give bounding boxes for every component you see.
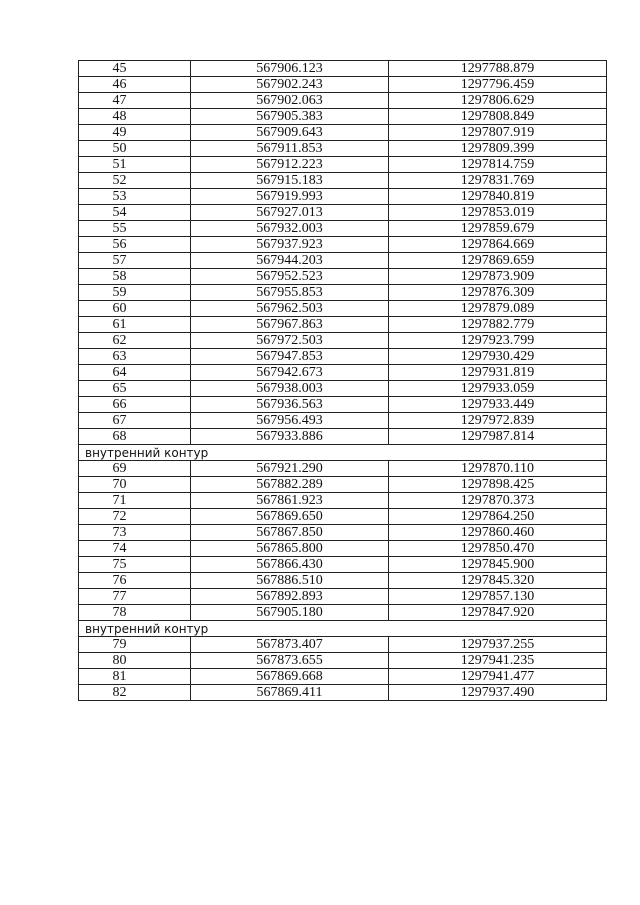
y-coordinate-cell: 1297933.449 [389, 397, 607, 413]
table-row [79, 141, 607, 157]
table-row [79, 525, 607, 541]
x-coordinate-cell: 567927.013 [191, 205, 389, 221]
table-row [79, 637, 607, 653]
point-number-cell: 54 [79, 205, 191, 221]
section-label: внутренний контур [79, 621, 607, 637]
y-coordinate-cell: 1297933.059 [389, 381, 607, 397]
table-row [79, 493, 607, 509]
table-row [79, 173, 607, 189]
x-coordinate-cell: 567882.289 [191, 477, 389, 493]
y-coordinate-cell: 1297870.110 [389, 461, 607, 477]
y-coordinate-cell: 1297796.459 [389, 77, 607, 93]
point-number-cell: 62 [79, 333, 191, 349]
table-row [79, 685, 607, 701]
table-row [79, 541, 607, 557]
point-number-cell: 74 [79, 541, 191, 557]
point-number-cell: 46 [79, 77, 191, 93]
table-row [79, 237, 607, 253]
point-number-cell: 50 [79, 141, 191, 157]
table-row [79, 381, 607, 397]
y-coordinate-cell: 1297847.920 [389, 605, 607, 621]
point-number-cell: 79 [79, 637, 191, 653]
point-number-cell: 56 [79, 237, 191, 253]
x-coordinate-cell: 567869.668 [191, 669, 389, 685]
table-row [79, 285, 607, 301]
table-row [79, 317, 607, 333]
coordinates-table-body [79, 61, 607, 701]
x-coordinate-cell: 567905.383 [191, 109, 389, 125]
x-coordinate-cell: 567886.510 [191, 573, 389, 589]
y-coordinate-cell: 1297937.255 [389, 637, 607, 653]
y-coordinate-cell: 1297831.769 [389, 173, 607, 189]
section-label: внутренний контур [79, 445, 607, 461]
point-number-cell: 49 [79, 125, 191, 141]
table-row [79, 461, 607, 477]
x-coordinate-cell: 567947.853 [191, 349, 389, 365]
x-coordinate-cell: 567869.650 [191, 509, 389, 525]
y-coordinate-cell: 1297864.250 [389, 509, 607, 525]
point-number-cell: 65 [79, 381, 191, 397]
point-number-cell: 68 [79, 429, 191, 445]
y-coordinate-cell: 1297882.779 [389, 317, 607, 333]
point-number-cell: 45 [79, 61, 191, 77]
table-row [79, 61, 607, 77]
table-row [79, 509, 607, 525]
table-row [79, 413, 607, 429]
table-row [79, 301, 607, 317]
point-number-cell: 70 [79, 477, 191, 493]
point-number-cell: 48 [79, 109, 191, 125]
table-row [79, 653, 607, 669]
y-coordinate-cell: 1297859.679 [389, 221, 607, 237]
y-coordinate-cell: 1297870.373 [389, 493, 607, 509]
point-number-cell: 51 [79, 157, 191, 173]
table-row [79, 253, 607, 269]
x-coordinate-cell: 567921.290 [191, 461, 389, 477]
x-coordinate-cell: 567902.063 [191, 93, 389, 109]
table-row [79, 573, 607, 589]
section-header-row [79, 621, 607, 637]
table-row [79, 125, 607, 141]
y-coordinate-cell: 1297807.919 [389, 125, 607, 141]
point-number-cell: 72 [79, 509, 191, 525]
table-row [79, 429, 607, 445]
x-coordinate-cell: 567909.643 [191, 125, 389, 141]
y-coordinate-cell: 1297808.849 [389, 109, 607, 125]
table-row [79, 365, 607, 381]
point-number-cell: 82 [79, 685, 191, 701]
y-coordinate-cell: 1297898.425 [389, 477, 607, 493]
x-coordinate-cell: 567911.853 [191, 141, 389, 157]
x-coordinate-cell: 567938.003 [191, 381, 389, 397]
point-number-cell: 61 [79, 317, 191, 333]
table-row [79, 669, 607, 685]
y-coordinate-cell: 1297850.470 [389, 541, 607, 557]
point-number-cell: 52 [79, 173, 191, 189]
point-number-cell: 59 [79, 285, 191, 301]
table-row [79, 349, 607, 365]
y-coordinate-cell: 1297987.814 [389, 429, 607, 445]
point-number-cell: 55 [79, 221, 191, 237]
point-number-cell: 66 [79, 397, 191, 413]
x-coordinate-cell: 567937.923 [191, 237, 389, 253]
y-coordinate-cell: 1297930.429 [389, 349, 607, 365]
x-coordinate-cell: 567866.430 [191, 557, 389, 573]
point-number-cell: 64 [79, 365, 191, 381]
y-coordinate-cell: 1297864.669 [389, 237, 607, 253]
table-row [79, 477, 607, 493]
x-coordinate-cell: 567905.180 [191, 605, 389, 621]
table-row [79, 557, 607, 573]
table-row [79, 77, 607, 93]
y-coordinate-cell: 1297845.900 [389, 557, 607, 573]
coordinates-sheet [78, 60, 606, 701]
y-coordinate-cell: 1297931.819 [389, 365, 607, 381]
point-number-cell: 67 [79, 413, 191, 429]
table-row [79, 205, 607, 221]
point-number-cell: 76 [79, 573, 191, 589]
y-coordinate-cell: 1297840.819 [389, 189, 607, 205]
table-row [79, 109, 607, 125]
y-coordinate-cell: 1297788.879 [389, 61, 607, 77]
point-number-cell: 69 [79, 461, 191, 477]
point-number-cell: 75 [79, 557, 191, 573]
point-number-cell: 80 [79, 653, 191, 669]
x-coordinate-cell: 567873.655 [191, 653, 389, 669]
y-coordinate-cell: 1297814.759 [389, 157, 607, 173]
y-coordinate-cell: 1297809.399 [389, 141, 607, 157]
x-coordinate-cell: 567869.411 [191, 685, 389, 701]
table-row [79, 93, 607, 109]
x-coordinate-cell: 567919.993 [191, 189, 389, 205]
x-coordinate-cell: 567967.863 [191, 317, 389, 333]
y-coordinate-cell: 1297869.659 [389, 253, 607, 269]
x-coordinate-cell: 567865.800 [191, 541, 389, 557]
x-coordinate-cell: 567906.123 [191, 61, 389, 77]
y-coordinate-cell: 1297941.477 [389, 669, 607, 685]
x-coordinate-cell: 567942.673 [191, 365, 389, 381]
point-number-cell: 57 [79, 253, 191, 269]
y-coordinate-cell: 1297923.799 [389, 333, 607, 349]
x-coordinate-cell: 567867.850 [191, 525, 389, 541]
point-number-cell: 73 [79, 525, 191, 541]
y-coordinate-cell: 1297857.130 [389, 589, 607, 605]
table-row [79, 189, 607, 205]
x-coordinate-cell: 567955.853 [191, 285, 389, 301]
x-coordinate-cell: 567956.493 [191, 413, 389, 429]
point-number-cell: 63 [79, 349, 191, 365]
x-coordinate-cell: 567972.503 [191, 333, 389, 349]
y-coordinate-cell: 1297972.839 [389, 413, 607, 429]
point-number-cell: 77 [79, 589, 191, 605]
y-coordinate-cell: 1297879.089 [389, 301, 607, 317]
table-row [79, 589, 607, 605]
section-header-row [79, 445, 607, 461]
point-number-cell: 81 [79, 669, 191, 685]
x-coordinate-cell: 567873.407 [191, 637, 389, 653]
table-row [79, 397, 607, 413]
table-row [79, 605, 607, 621]
x-coordinate-cell: 567962.503 [191, 301, 389, 317]
table-row [79, 269, 607, 285]
point-number-cell: 53 [79, 189, 191, 205]
point-number-cell: 47 [79, 93, 191, 109]
y-coordinate-cell: 1297876.309 [389, 285, 607, 301]
x-coordinate-cell: 567892.893 [191, 589, 389, 605]
coordinates-table [78, 60, 607, 701]
table-row [79, 221, 607, 237]
x-coordinate-cell: 567936.563 [191, 397, 389, 413]
y-coordinate-cell: 1297941.235 [389, 653, 607, 669]
y-coordinate-cell: 1297806.629 [389, 93, 607, 109]
y-coordinate-cell: 1297937.490 [389, 685, 607, 701]
x-coordinate-cell: 567915.183 [191, 173, 389, 189]
point-number-cell: 78 [79, 605, 191, 621]
x-coordinate-cell: 567932.003 [191, 221, 389, 237]
x-coordinate-cell: 567902.243 [191, 77, 389, 93]
point-number-cell: 71 [79, 493, 191, 509]
point-number-cell: 60 [79, 301, 191, 317]
table-row [79, 157, 607, 173]
table-row [79, 333, 607, 349]
x-coordinate-cell: 567861.923 [191, 493, 389, 509]
x-coordinate-cell: 567944.203 [191, 253, 389, 269]
x-coordinate-cell: 567933.886 [191, 429, 389, 445]
x-coordinate-cell: 567952.523 [191, 269, 389, 285]
y-coordinate-cell: 1297860.460 [389, 525, 607, 541]
point-number-cell: 58 [79, 269, 191, 285]
y-coordinate-cell: 1297873.909 [389, 269, 607, 285]
y-coordinate-cell: 1297845.320 [389, 573, 607, 589]
x-coordinate-cell: 567912.223 [191, 157, 389, 173]
y-coordinate-cell: 1297853.019 [389, 205, 607, 221]
